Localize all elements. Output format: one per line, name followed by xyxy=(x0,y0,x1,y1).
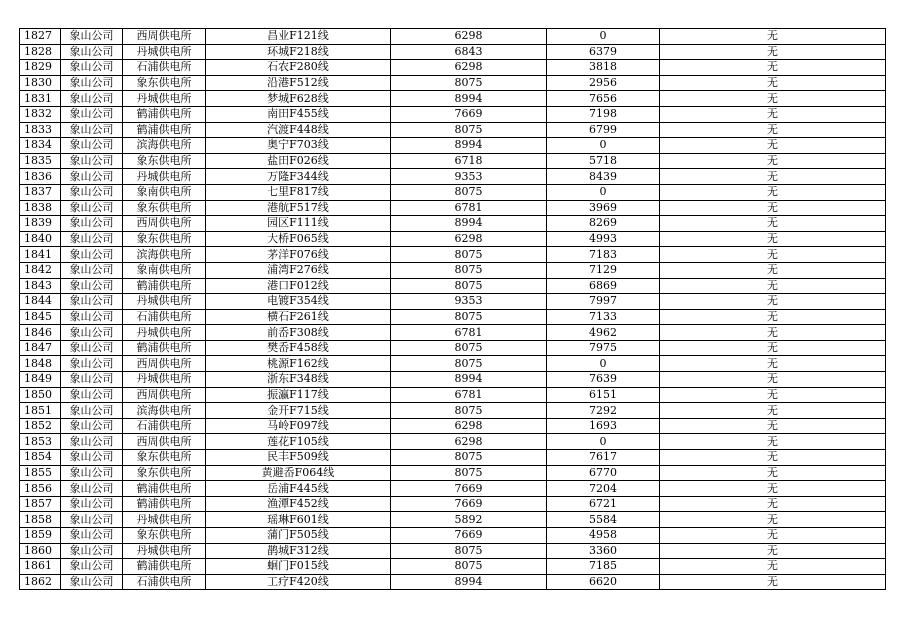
feeder-line-cell: 工疗F420线 xyxy=(206,574,391,590)
load-cell: 8269 xyxy=(547,216,660,232)
load-cell: 6151 xyxy=(547,387,660,403)
feeder-line-cell: 浦湾F276线 xyxy=(206,262,391,278)
table-row xyxy=(20,169,886,185)
station-cell: 西周供电所 xyxy=(123,216,206,232)
company-cell: 象山公司 xyxy=(61,372,123,388)
capacity-cell: 7669 xyxy=(391,106,547,122)
table-row xyxy=(20,91,886,107)
company-cell: 象山公司 xyxy=(61,122,123,138)
station-cell: 丹城供电所 xyxy=(123,169,206,185)
note-cell: 无 xyxy=(660,153,886,169)
capacity-cell: 8075 xyxy=(391,356,547,372)
note-cell: 无 xyxy=(660,325,886,341)
note-cell: 无 xyxy=(660,262,886,278)
feeder-line-cell: 盐田F026线 xyxy=(206,153,391,169)
capacity-cell: 8075 xyxy=(391,184,547,200)
table-row xyxy=(20,340,886,356)
feeder-line-cell: 环城F218线 xyxy=(206,44,391,60)
load-cell: 6869 xyxy=(547,278,660,294)
station-cell: 象东供电所 xyxy=(123,75,206,91)
note-cell: 无 xyxy=(660,309,886,325)
company-cell: 象山公司 xyxy=(61,434,123,450)
data-table xyxy=(19,28,886,590)
company-cell: 象山公司 xyxy=(61,138,123,154)
load-cell: 7204 xyxy=(547,481,660,497)
row-number-cell: 1848 xyxy=(20,356,61,372)
station-cell: 石浦供电所 xyxy=(123,309,206,325)
table-row xyxy=(20,496,886,512)
note-cell: 无 xyxy=(660,91,886,107)
company-cell: 象山公司 xyxy=(61,543,123,559)
station-cell: 滨海供电所 xyxy=(123,403,206,419)
note-cell: 无 xyxy=(660,496,886,512)
station-cell: 西周供电所 xyxy=(123,434,206,450)
note-cell: 无 xyxy=(660,200,886,216)
note-cell: 无 xyxy=(660,512,886,528)
station-cell: 丹城供电所 xyxy=(123,44,206,60)
table-row xyxy=(20,403,886,419)
load-cell: 1693 xyxy=(547,418,660,434)
table-row xyxy=(20,262,886,278)
station-cell: 丹城供电所 xyxy=(123,294,206,310)
table-row xyxy=(20,309,886,325)
station-cell: 丹城供电所 xyxy=(123,91,206,107)
company-cell: 象山公司 xyxy=(61,496,123,512)
load-cell: 6721 xyxy=(547,496,660,512)
station-cell: 鹤浦供电所 xyxy=(123,481,206,497)
row-number-cell: 1850 xyxy=(20,387,61,403)
row-number-cell: 1861 xyxy=(20,559,61,575)
table-row xyxy=(20,231,886,247)
row-number-cell: 1852 xyxy=(20,418,61,434)
capacity-cell: 9353 xyxy=(391,169,547,185)
table-body xyxy=(20,29,886,590)
station-cell: 石浦供电所 xyxy=(123,60,206,76)
table-row xyxy=(20,122,886,138)
feeder-line-cell: 黄避岙F064线 xyxy=(206,465,391,481)
table-row xyxy=(20,372,886,388)
table-row xyxy=(20,294,886,310)
row-number-cell: 1857 xyxy=(20,496,61,512)
note-cell: 无 xyxy=(660,29,886,45)
table-row xyxy=(20,44,886,60)
feeder-line-cell: 沿港F512线 xyxy=(206,75,391,91)
note-cell: 无 xyxy=(660,231,886,247)
capacity-cell: 8075 xyxy=(391,559,547,575)
note-cell: 无 xyxy=(660,528,886,544)
note-cell: 无 xyxy=(660,216,886,232)
note-cell: 无 xyxy=(660,169,886,185)
capacity-cell: 8075 xyxy=(391,450,547,466)
row-number-cell: 1855 xyxy=(20,465,61,481)
feeder-line-cell: 万隆F344线 xyxy=(206,169,391,185)
feeder-line-cell: 樊岙F458线 xyxy=(206,340,391,356)
row-number-cell: 1827 xyxy=(20,29,61,45)
capacity-cell: 6781 xyxy=(391,200,547,216)
feeder-line-cell: 金开F715线 xyxy=(206,403,391,419)
row-number-cell: 1839 xyxy=(20,216,61,232)
load-cell: 4993 xyxy=(547,231,660,247)
capacity-cell: 8994 xyxy=(391,372,547,388)
capacity-cell: 8994 xyxy=(391,138,547,154)
load-cell: 7617 xyxy=(547,450,660,466)
feeder-line-cell: 梦城F628线 xyxy=(206,91,391,107)
company-cell: 象山公司 xyxy=(61,200,123,216)
table-row xyxy=(20,574,886,590)
load-cell: 6770 xyxy=(547,465,660,481)
capacity-cell: 8075 xyxy=(391,403,547,419)
note-cell: 无 xyxy=(660,294,886,310)
table-row xyxy=(20,278,886,294)
company-cell: 象山公司 xyxy=(61,574,123,590)
company-cell: 象山公司 xyxy=(61,231,123,247)
station-cell: 鹤浦供电所 xyxy=(123,559,206,575)
station-cell: 鹤浦供电所 xyxy=(123,340,206,356)
station-cell: 象南供电所 xyxy=(123,262,206,278)
note-cell: 无 xyxy=(660,278,886,294)
station-cell: 鹤浦供电所 xyxy=(123,278,206,294)
table-row xyxy=(20,153,886,169)
table-row xyxy=(20,60,886,76)
company-cell: 象山公司 xyxy=(61,153,123,169)
station-cell: 西周供电所 xyxy=(123,387,206,403)
note-cell: 无 xyxy=(660,340,886,356)
table-row xyxy=(20,247,886,263)
station-cell: 石浦供电所 xyxy=(123,574,206,590)
load-cell: 6379 xyxy=(547,44,660,60)
row-number-cell: 1846 xyxy=(20,325,61,341)
capacity-cell: 8075 xyxy=(391,309,547,325)
company-cell: 象山公司 xyxy=(61,340,123,356)
load-cell: 7129 xyxy=(547,262,660,278)
station-cell: 丹城供电所 xyxy=(123,372,206,388)
station-cell: 西周供电所 xyxy=(123,356,206,372)
row-number-cell: 1847 xyxy=(20,340,61,356)
company-cell: 象山公司 xyxy=(61,387,123,403)
capacity-cell: 8075 xyxy=(391,122,547,138)
note-cell: 无 xyxy=(660,418,886,434)
row-number-cell: 1829 xyxy=(20,60,61,76)
row-number-cell: 1854 xyxy=(20,450,61,466)
load-cell: 3969 xyxy=(547,200,660,216)
note-cell: 无 xyxy=(660,559,886,575)
capacity-cell: 8075 xyxy=(391,278,547,294)
load-cell: 2956 xyxy=(547,75,660,91)
capacity-cell: 8075 xyxy=(391,543,547,559)
station-cell: 象东供电所 xyxy=(123,153,206,169)
load-cell: 3360 xyxy=(547,543,660,559)
row-number-cell: 1832 xyxy=(20,106,61,122)
table-row xyxy=(20,512,886,528)
feeder-line-cell: 鹊城F312线 xyxy=(206,543,391,559)
capacity-cell: 6298 xyxy=(391,434,547,450)
note-cell: 无 xyxy=(660,75,886,91)
table-row xyxy=(20,216,886,232)
station-cell: 象南供电所 xyxy=(123,184,206,200)
feeder-line-cell: 电镀F354线 xyxy=(206,294,391,310)
row-number-cell: 1836 xyxy=(20,169,61,185)
note-cell: 无 xyxy=(660,465,886,481)
feeder-line-cell: 七里F817线 xyxy=(206,184,391,200)
row-number-cell: 1858 xyxy=(20,512,61,528)
row-number-cell: 1842 xyxy=(20,262,61,278)
load-cell: 0 xyxy=(547,184,660,200)
load-cell: 5584 xyxy=(547,512,660,528)
capacity-cell: 7669 xyxy=(391,528,547,544)
capacity-cell: 5892 xyxy=(391,512,547,528)
feeder-line-cell: 岳浦F445线 xyxy=(206,481,391,497)
table-row xyxy=(20,387,886,403)
row-number-cell: 1834 xyxy=(20,138,61,154)
table-row xyxy=(20,106,886,122)
note-cell: 无 xyxy=(660,434,886,450)
load-cell: 8439 xyxy=(547,169,660,185)
feeder-line-cell: 南田F455线 xyxy=(206,106,391,122)
feeder-line-cell: 渔潭F452线 xyxy=(206,496,391,512)
company-cell: 象山公司 xyxy=(61,481,123,497)
note-cell: 无 xyxy=(660,44,886,60)
station-cell: 象东供电所 xyxy=(123,528,206,544)
load-cell: 5718 xyxy=(547,153,660,169)
row-number-cell: 1838 xyxy=(20,200,61,216)
note-cell: 无 xyxy=(660,372,886,388)
feeder-line-cell: 奥宁F703线 xyxy=(206,138,391,154)
row-number-cell: 1835 xyxy=(20,153,61,169)
table-row xyxy=(20,450,886,466)
note-cell: 无 xyxy=(660,387,886,403)
capacity-cell: 8075 xyxy=(391,247,547,263)
table-row xyxy=(20,543,886,559)
station-cell: 象东供电所 xyxy=(123,231,206,247)
feeder-line-cell: 蒲门F505线 xyxy=(206,528,391,544)
load-cell: 7975 xyxy=(547,340,660,356)
feeder-line-cell: 港航F517线 xyxy=(206,200,391,216)
load-cell: 6799 xyxy=(547,122,660,138)
station-cell: 象东供电所 xyxy=(123,200,206,216)
note-cell: 无 xyxy=(660,106,886,122)
load-cell: 4962 xyxy=(547,325,660,341)
row-number-cell: 1853 xyxy=(20,434,61,450)
feeder-line-cell: 前岙F308线 xyxy=(206,325,391,341)
feeder-line-cell: 振瀛F117线 xyxy=(206,387,391,403)
capacity-cell: 9353 xyxy=(391,294,547,310)
row-number-cell: 1849 xyxy=(20,372,61,388)
feeder-line-cell: 汽渡F448线 xyxy=(206,122,391,138)
note-cell: 无 xyxy=(660,356,886,372)
company-cell: 象山公司 xyxy=(61,309,123,325)
load-cell: 4958 xyxy=(547,528,660,544)
note-cell: 无 xyxy=(660,138,886,154)
row-number-cell: 1840 xyxy=(20,231,61,247)
capacity-cell: 6718 xyxy=(391,153,547,169)
feeder-line-cell: 园区F111线 xyxy=(206,216,391,232)
load-cell: 7198 xyxy=(547,106,660,122)
company-cell: 象山公司 xyxy=(61,403,123,419)
company-cell: 象山公司 xyxy=(61,528,123,544)
note-cell: 无 xyxy=(660,184,886,200)
feeder-line-cell: 蛔门F015线 xyxy=(206,559,391,575)
feeder-line-cell: 昌业F121线 xyxy=(206,29,391,45)
table-row xyxy=(20,356,886,372)
table-row xyxy=(20,559,886,575)
station-cell: 象东供电所 xyxy=(123,450,206,466)
station-cell: 西周供电所 xyxy=(123,29,206,45)
company-cell: 象山公司 xyxy=(61,325,123,341)
row-number-cell: 1828 xyxy=(20,44,61,60)
station-cell: 滨海供电所 xyxy=(123,138,206,154)
station-cell: 滨海供电所 xyxy=(123,247,206,263)
capacity-cell: 6298 xyxy=(391,418,547,434)
capacity-cell: 7669 xyxy=(391,481,547,497)
capacity-cell: 8994 xyxy=(391,216,547,232)
company-cell: 象山公司 xyxy=(61,356,123,372)
company-cell: 象山公司 xyxy=(61,91,123,107)
company-cell: 象山公司 xyxy=(61,559,123,575)
feeder-line-cell: 横石F261线 xyxy=(206,309,391,325)
load-cell: 7997 xyxy=(547,294,660,310)
capacity-cell: 7669 xyxy=(391,496,547,512)
note-cell: 无 xyxy=(660,574,886,590)
load-cell: 7133 xyxy=(547,309,660,325)
station-cell: 石浦供电所 xyxy=(123,418,206,434)
capacity-cell: 6843 xyxy=(391,44,547,60)
load-cell: 7185 xyxy=(547,559,660,575)
feeder-line-cell: 瑶琳F601线 xyxy=(206,512,391,528)
capacity-cell: 8075 xyxy=(391,75,547,91)
table-row xyxy=(20,418,886,434)
note-cell: 无 xyxy=(660,60,886,76)
note-cell: 无 xyxy=(660,450,886,466)
company-cell: 象山公司 xyxy=(61,512,123,528)
load-cell: 0 xyxy=(547,29,660,45)
company-cell: 象山公司 xyxy=(61,216,123,232)
note-cell: 无 xyxy=(660,122,886,138)
station-cell: 鹤浦供电所 xyxy=(123,106,206,122)
station-cell: 鹤浦供电所 xyxy=(123,496,206,512)
company-cell: 象山公司 xyxy=(61,294,123,310)
load-cell: 7183 xyxy=(547,247,660,263)
capacity-cell: 6781 xyxy=(391,387,547,403)
note-cell: 无 xyxy=(660,247,886,263)
load-cell: 0 xyxy=(547,434,660,450)
row-number-cell: 1844 xyxy=(20,294,61,310)
feeder-line-cell: 港口F012线 xyxy=(206,278,391,294)
capacity-cell: 6298 xyxy=(391,60,547,76)
feeder-line-cell: 马岭F097线 xyxy=(206,418,391,434)
note-cell: 无 xyxy=(660,481,886,497)
capacity-cell: 6298 xyxy=(391,231,547,247)
load-cell: 7656 xyxy=(547,91,660,107)
row-number-cell: 1831 xyxy=(20,91,61,107)
row-number-cell: 1830 xyxy=(20,75,61,91)
row-number-cell: 1843 xyxy=(20,278,61,294)
table-row xyxy=(20,200,886,216)
load-cell: 0 xyxy=(547,356,660,372)
table-row xyxy=(20,184,886,200)
row-number-cell: 1860 xyxy=(20,543,61,559)
row-number-cell: 1845 xyxy=(20,309,61,325)
capacity-cell: 8994 xyxy=(391,91,547,107)
company-cell: 象山公司 xyxy=(61,60,123,76)
capacity-cell: 8075 xyxy=(391,340,547,356)
feeder-line-cell: 石农F280线 xyxy=(206,60,391,76)
company-cell: 象山公司 xyxy=(61,184,123,200)
note-cell: 无 xyxy=(660,543,886,559)
table-row xyxy=(20,528,886,544)
row-number-cell: 1856 xyxy=(20,481,61,497)
capacity-cell: 8075 xyxy=(391,262,547,278)
row-number-cell: 1862 xyxy=(20,574,61,590)
load-cell: 0 xyxy=(547,138,660,154)
row-number-cell: 1851 xyxy=(20,403,61,419)
table-row xyxy=(20,465,886,481)
feeder-line-cell: 民丰F509线 xyxy=(206,450,391,466)
company-cell: 象山公司 xyxy=(61,418,123,434)
table-row xyxy=(20,138,886,154)
capacity-cell: 6781 xyxy=(391,325,547,341)
station-cell: 鹤浦供电所 xyxy=(123,122,206,138)
table-row xyxy=(20,75,886,91)
company-cell: 象山公司 xyxy=(61,169,123,185)
row-number-cell: 1837 xyxy=(20,184,61,200)
company-cell: 象山公司 xyxy=(61,29,123,45)
row-number-cell: 1859 xyxy=(20,528,61,544)
feeder-line-cell: 茅洋F076线 xyxy=(206,247,391,263)
company-cell: 象山公司 xyxy=(61,75,123,91)
station-cell: 丹城供电所 xyxy=(123,512,206,528)
load-cell: 6620 xyxy=(547,574,660,590)
capacity-cell: 8075 xyxy=(391,465,547,481)
company-cell: 象山公司 xyxy=(61,465,123,481)
table-row xyxy=(20,481,886,497)
feeder-line-cell: 桃源F162线 xyxy=(206,356,391,372)
load-cell: 3818 xyxy=(547,60,660,76)
note-cell: 无 xyxy=(660,403,886,419)
table-row xyxy=(20,29,886,45)
feeder-line-cell: 莲花F105线 xyxy=(206,434,391,450)
company-cell: 象山公司 xyxy=(61,106,123,122)
table-row xyxy=(20,325,886,341)
feeder-line-cell: 浙东F348线 xyxy=(206,372,391,388)
station-cell: 象东供电所 xyxy=(123,465,206,481)
row-number-cell: 1841 xyxy=(20,247,61,263)
company-cell: 象山公司 xyxy=(61,247,123,263)
row-number-cell: 1833 xyxy=(20,122,61,138)
station-cell: 丹城供电所 xyxy=(123,543,206,559)
company-cell: 象山公司 xyxy=(61,262,123,278)
station-cell: 丹城供电所 xyxy=(123,325,206,341)
company-cell: 象山公司 xyxy=(61,278,123,294)
company-cell: 象山公司 xyxy=(61,450,123,466)
load-cell: 7639 xyxy=(547,372,660,388)
company-cell: 象山公司 xyxy=(61,44,123,60)
table-row xyxy=(20,434,886,450)
feeder-line-cell: 大桥F065线 xyxy=(206,231,391,247)
capacity-cell: 8994 xyxy=(391,574,547,590)
capacity-cell: 6298 xyxy=(391,29,547,45)
load-cell: 7292 xyxy=(547,403,660,419)
